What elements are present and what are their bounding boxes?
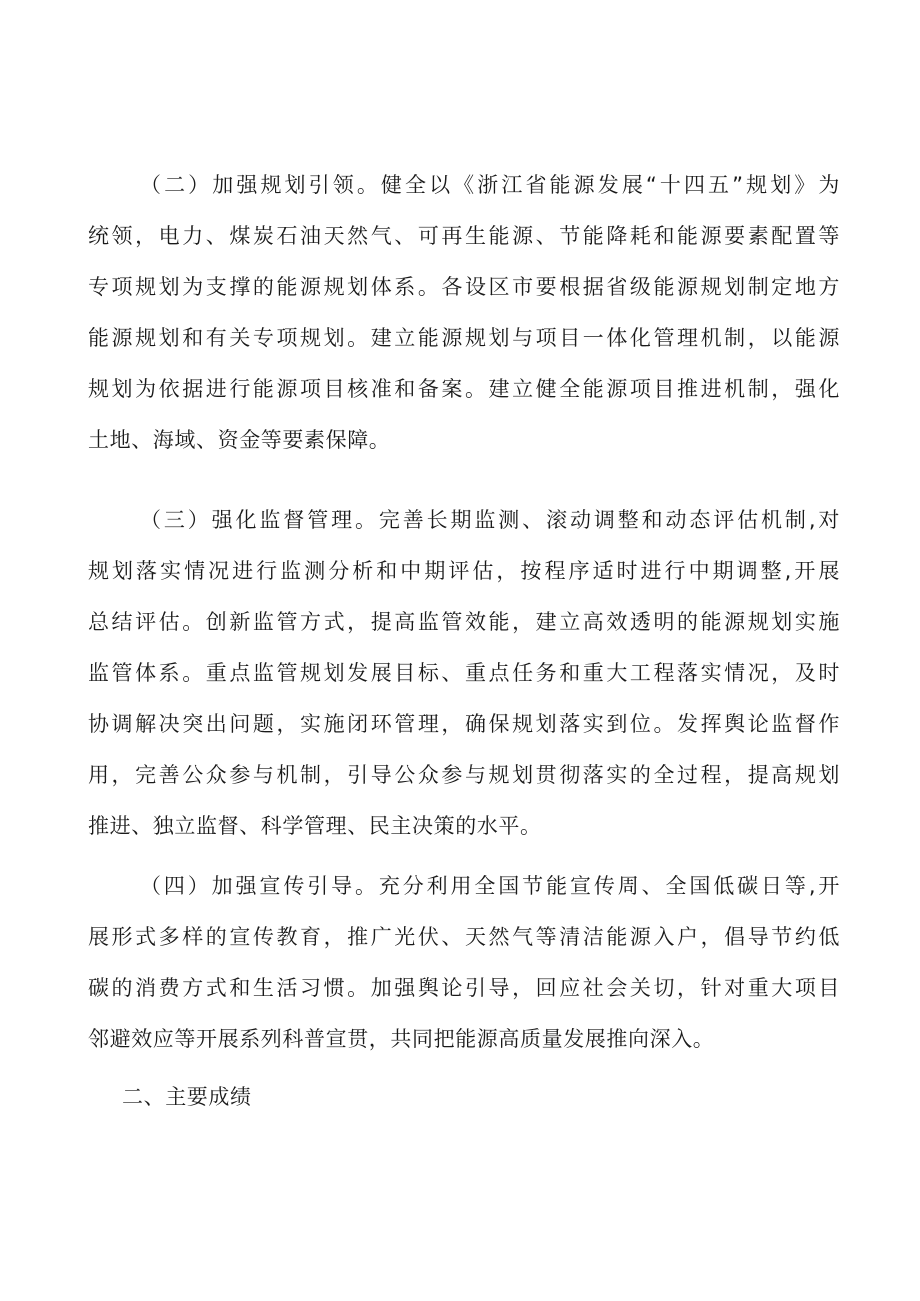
paragraph-line: 规划为依据进行能源项目核准和备案。建立健全能源项目推进机制，强化 [88, 377, 840, 401]
paragraph-line: （三）强化监督管理。完善长期监测、滚动调整和动态评估机制,对 [140, 508, 840, 532]
paragraph-line: 总结评估。创新监管方式，提高监管效能，建立高效透明的能源规划实施 [88, 610, 840, 634]
paragraph-line: 监管体系。重点监管规划发展目标、重点任务和重大工程落实情况，及时 [88, 661, 840, 685]
paragraph-line: （二）加强规划引领。健全以《浙江省能源发展“十四五”规划》为 [140, 173, 840, 197]
paragraph-line: 展形式多样的宣传教育，推广光伏、天然气等清洁能源入户，倡导节约低 [88, 925, 840, 949]
paragraph-line: 协调解决突出问题，实施闭环管理，确保规划落实到位。发挥舆论监督作 [88, 712, 840, 736]
paragraph-publicity [88, 861, 840, 1065]
paragraph-line: 规划落实情况进行监测分析和中期评估，按程序适时进行中期调整,开展 [88, 559, 840, 583]
paragraph-supervision [88, 495, 840, 852]
paragraph-line: 统领，电力、煤炭石油天然气、可再生能源、节能降耗和能源要素配置等 [88, 224, 840, 248]
paragraph-line: 推进、独立监督、科学管理、民主决策的水平。 [88, 814, 542, 838]
paragraph-line: （四）加强宣传引导。充分利用全国节能宣传周、全国低碳日等,开 [140, 874, 840, 898]
paragraph-line: 邻避效应等开展系列科普宣贯，共同把能源高质量发展推向深入。 [88, 1027, 715, 1051]
section-heading: 二、主要成绩 [122, 1085, 252, 1109]
paragraph-strengthen-planning [88, 160, 840, 466]
paragraph-line: 能源规划和有关专项规划。建立能源规划与项目一体化管理机制，以能源 [88, 326, 840, 350]
paragraph-line: 用，完善公众参与机制，引导公众参与规划贯彻落实的全过程，提高规划 [88, 763, 840, 787]
paragraph-line: 专项规划为支撑的能源规划体系。各设区市要根据省级能源规划制定地方 [88, 275, 840, 299]
paragraph-line: 土地、海域、资金等要素保障。 [88, 428, 391, 452]
paragraph-line: 碳的消费方式和生活习惯。加强舆论引导，回应社会关切，针对重大项目 [88, 976, 840, 1000]
